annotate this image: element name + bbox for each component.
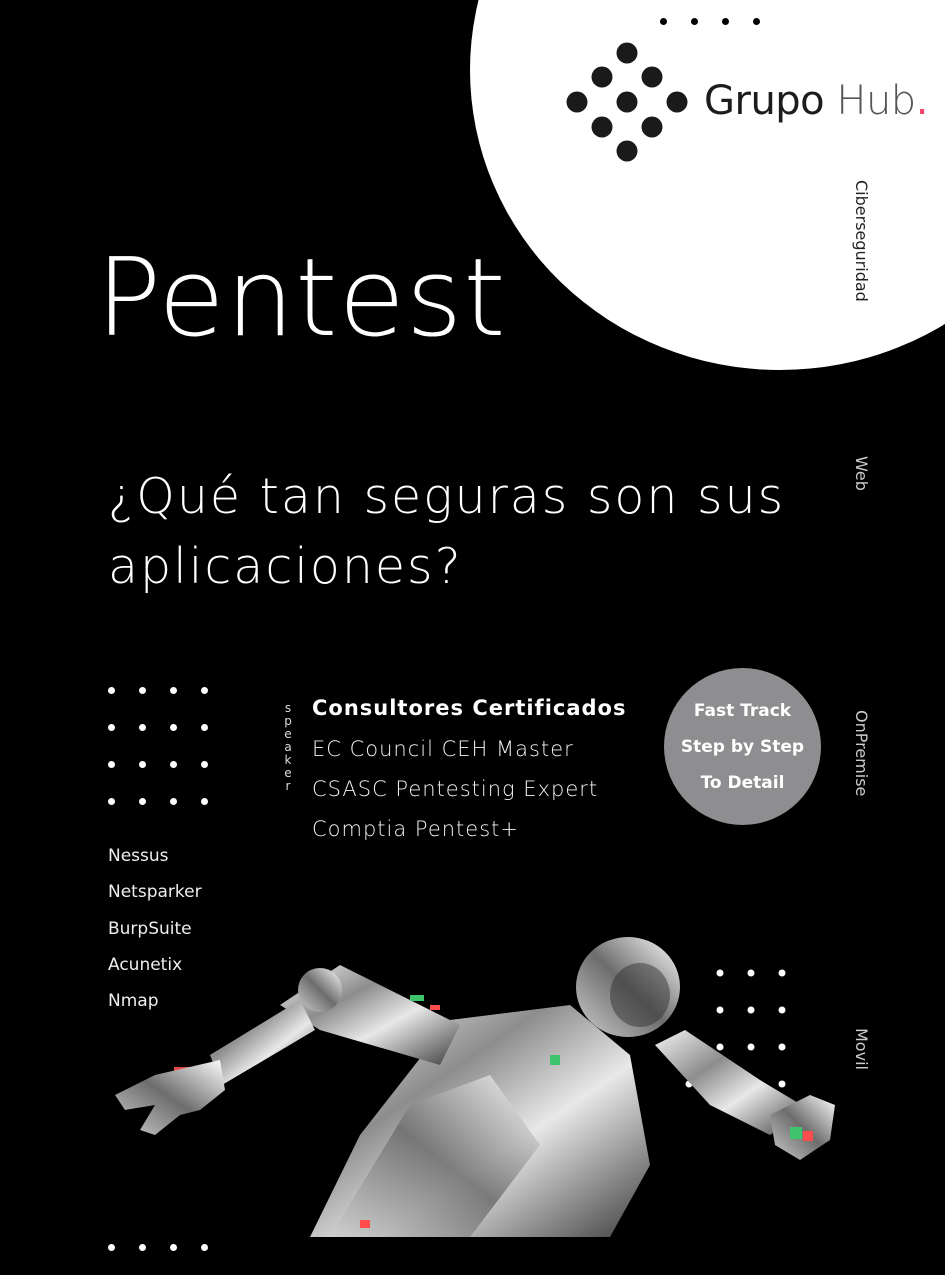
page-title: Pentest (96, 236, 507, 361)
page-subtitle: ¿Qué tan seguras son sus aplicaciones? (108, 468, 786, 595)
top-dots-decoration (660, 18, 760, 25)
fast-track-badge (664, 668, 821, 825)
tool-item: BurpSuite (108, 918, 192, 939)
tool-item: Acunetix (108, 954, 183, 975)
robot-illustration (110, 935, 840, 1237)
side-label-movil: Movil (852, 1028, 871, 1070)
brand-name (704, 78, 928, 124)
certifications-heading: Consultores Certificados (312, 696, 627, 720)
side-label-onpremise: OnPremise (852, 710, 871, 797)
bottom-dots-decoration (108, 1244, 208, 1251)
badge-line: Fast Track (693, 700, 792, 721)
dot-grid-left (108, 687, 208, 805)
certification-item: EC Council CEH Master (312, 737, 574, 761)
speaker-label: speaker (284, 701, 292, 793)
badge-line: Step by Step (680, 736, 805, 757)
tool-item: Netsparker (108, 882, 202, 903)
certifications-list (312, 696, 626, 857)
certification-item: Comptia Pentest+ (312, 817, 519, 841)
certification-item: CSASC Pentesting Expert (312, 777, 599, 801)
tool-item: Nessus (108, 846, 169, 866)
badge-line: To Detail (700, 772, 785, 793)
white-circle-decoration (470, 0, 945, 370)
tool-item: Nmap (108, 991, 159, 1012)
side-label-web: Web (852, 456, 871, 491)
side-label-ciberseguridad: Ciberseguridad (852, 180, 871, 302)
grupo-hub-logo-icon (562, 38, 692, 168)
brand-dot: . (915, 78, 928, 124)
brand-name-bold: Grupo (704, 78, 825, 124)
brand-name-light: Hub (836, 78, 916, 124)
